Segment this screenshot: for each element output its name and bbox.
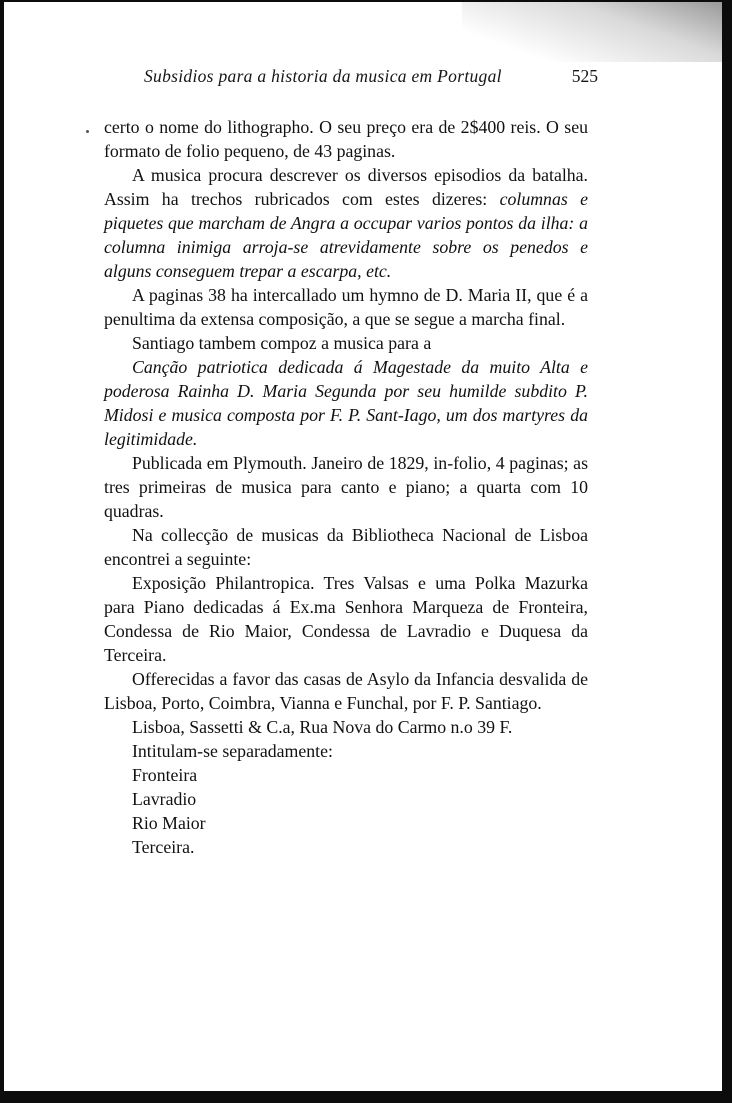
paragraph-9: Offerecidas a favor das casas de Asylo da Infancia desvalida de Lisboa, Porto, Coimbra, Vianna e Funchal, por F. P. Santiago. — [104, 669, 588, 713]
paragraph-7: Na collecção de musicas da Bibliotheca Nacional de Lisboa encontrei a seguinte: — [104, 525, 588, 569]
list-item: Lavradio — [132, 789, 197, 809]
list-intro: Intitulam-se separadamente: — [132, 741, 333, 761]
margin-speck — [86, 130, 89, 133]
paragraph-4: Santiago tambem compoz a musica para a — [132, 333, 432, 353]
paragraph-5-italic: Canção patriotica dedicada á Magestade da muito Alta e poderosa Rainha D. Maria Segunda por seu humilde subdito P. Midosi e musica composta por F. P. Sant-Iago, um dos martyres da legitimidade. — [104, 357, 588, 449]
running-title: Subsidios para a historia da musica em Portugal — [144, 66, 502, 86]
list-item: Fronteira — [132, 765, 198, 785]
paragraph-5-title — [104, 355, 588, 451]
page-number: 525 — [571, 66, 598, 86]
running-header — [144, 66, 598, 87]
page-body — [104, 115, 588, 859]
list-item: Terceira. — [132, 837, 195, 857]
paragraph-1: certo o nome do lithographo. O seu preço era de 2$400 reis. O seu formato de folio pequeno, de 43 paginas. — [104, 117, 588, 161]
paragraph-8: Exposição Philantropica. Tres Valsas e uma Polka Mazurka para Piano dedicadas á Ex.ma Senhora Marqueza de Fronteira, Condessa de Rio Maior, Condessa de Lavradio e Duquesa da Terceira. — [104, 573, 588, 665]
paragraph-6: Publicada em Plymouth. Janeiro de 1829, in-folio, 4 paginas; as tres primeiras de musica para canto e piano; a quarta com 10 quadras. — [104, 453, 588, 521]
paragraph-2 — [104, 163, 588, 283]
list-item: Rio Maior — [132, 813, 206, 833]
imprint-line: Lisboa, Sassetti & C.a, Rua Nova do Carmo n.o 39 F. — [132, 717, 513, 737]
paragraph-2-italic: columnas e piquetes que marcham de Angra a occupar varios pontos da ilha: a columna inimiga arroja-se atrevidamente sobre os penedos e alguns conseguem trepar a escarpa, etc. — [104, 189, 588, 281]
paragraph-2-roman: A musica procura descrever os diversos episodios da batalha. Assim ha trechos rubricados com estes dizeres: — [104, 165, 588, 209]
paragraph-3: A paginas 38 ha intercallado um hymno de D. Maria II, que é a penultima da extensa composição, a que se segue a marcha final. — [104, 285, 588, 329]
book-page — [4, 2, 722, 1091]
scan-shadow — [462, 2, 722, 62]
